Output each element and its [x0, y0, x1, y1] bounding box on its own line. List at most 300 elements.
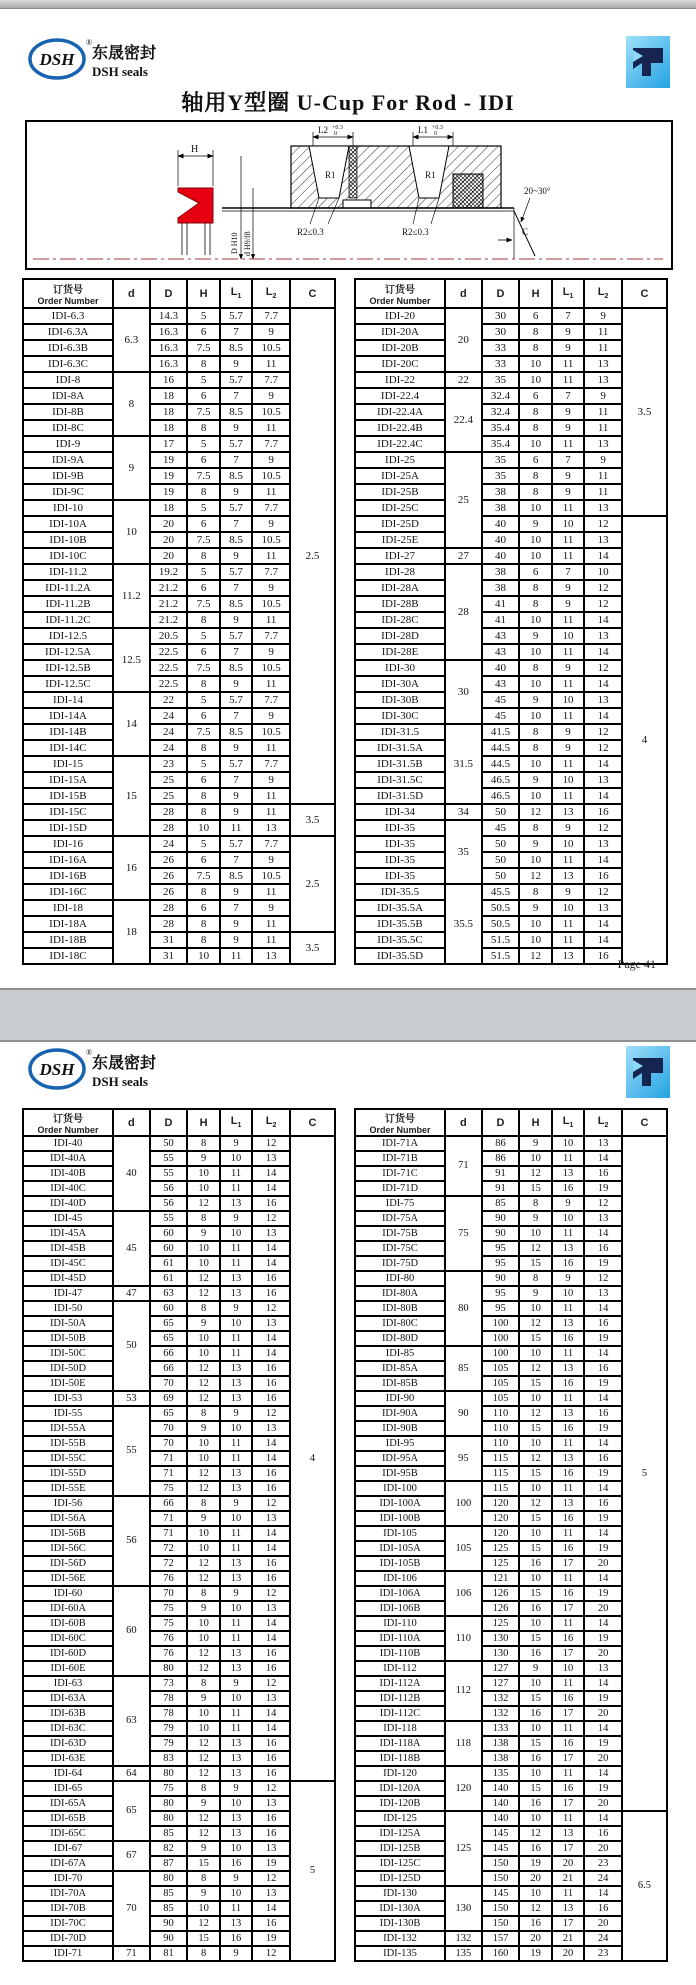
registered-mark-icon: ®	[86, 1048, 93, 1057]
r1-label-2: R1	[425, 170, 436, 180]
order-number-cell: IDI-18	[23, 900, 113, 916]
order-number-cell: IDI-112A	[355, 1676, 445, 1691]
order-number-cell: IDI-6.3B	[23, 340, 113, 356]
d-cell: 130	[445, 1886, 482, 1931]
table-row: IDI-31.5B 44.5 10 11 14	[355, 756, 667, 772]
order-number-cell: IDI-34	[355, 804, 445, 820]
order-number-cell: IDI-80	[355, 1271, 445, 1286]
table-row: IDI-12.5A 22.5 6 7 9	[23, 644, 335, 660]
d-cell: 90	[445, 1391, 482, 1436]
order-number-cell: IDI-75D	[355, 1256, 445, 1271]
order-number-cell: IDI-110B	[355, 1646, 445, 1661]
order-number-cell: IDI-15	[23, 756, 113, 772]
table-row: IDI-125B 145 16 17 20	[355, 1841, 667, 1856]
table-row: IDI-132 132 157 20 21 24	[355, 1931, 667, 1946]
table-row: IDI-28C 41 10 11 14	[355, 612, 667, 628]
table-p2-right	[354, 1108, 668, 1962]
d-cell: 118	[445, 1721, 482, 1766]
table-row: IDI-56C 72 10 11 14	[23, 1541, 335, 1556]
order-number-cell: IDI-31.5C	[355, 772, 445, 788]
order-number-cell: IDI-60E	[23, 1661, 113, 1676]
order-number-cell: IDI-70C	[23, 1916, 113, 1931]
table-row: IDI-110B 130 16 17 20	[355, 1646, 667, 1661]
order-number-cell: IDI-100B	[355, 1511, 445, 1526]
order-number-cell: IDI-9	[23, 436, 113, 452]
table-row: IDI-35 35 45 8 9 12	[355, 820, 667, 836]
d-cell: 22.4	[445, 388, 482, 452]
table-row: IDI-63B 78 10 11 14	[23, 1706, 335, 1721]
order-number-cell: IDI-130	[355, 1886, 445, 1901]
order-number-cell: IDI-75A	[355, 1211, 445, 1226]
order-number-cell: IDI-8	[23, 372, 113, 388]
table-row: IDI-31.5C 46.5 9 10 13	[355, 772, 667, 788]
l2-dim-label: L2	[318, 125, 328, 135]
order-number-cell: IDI-22.4	[355, 388, 445, 404]
order-number-cell: IDI-15B	[23, 788, 113, 804]
table-p1-left	[22, 278, 336, 965]
col-L1: $L_1$	[220, 279, 252, 308]
table-row: IDI-95B 115 15 16 19	[355, 1466, 667, 1481]
order-number-cell: IDI-6.3C	[23, 356, 113, 372]
table-row: IDI-85 85 100 10 11 14	[355, 1346, 667, 1361]
table-row: IDI-106A 126 15 16 19	[355, 1586, 667, 1601]
table-row: IDI-35.5B 50.5 10 11 14	[355, 916, 667, 932]
order-number-cell: IDI-112B	[355, 1691, 445, 1706]
order-number-cell: IDI-10	[23, 500, 113, 516]
table-row: IDI-105B 125 16 17 20	[355, 1556, 667, 1571]
order-number-cell: IDI-40A	[23, 1151, 113, 1166]
r2-label-2: R2≤0.3	[402, 227, 429, 237]
order-number-cell: IDI-118A	[355, 1736, 445, 1751]
col-C: C	[290, 279, 335, 308]
table-row: IDI-10 10 18 5 5.7 7.7	[23, 500, 335, 516]
table-row: IDI-75D 95 15 16 19	[355, 1256, 667, 1271]
d-cell: 12.5	[113, 628, 150, 692]
d-cell: 6.3	[113, 308, 150, 372]
table-row: IDI-28B 41 8 9 12	[355, 596, 667, 612]
order-number-cell: IDI-60B	[23, 1616, 113, 1631]
table-row: IDI-60B 75 10 11 14	[23, 1616, 335, 1631]
col-L2: $L_2$	[584, 279, 622, 308]
table-row: IDI-16B 26 7.5 8.5 10.5	[23, 868, 335, 884]
d-cell: 8	[113, 372, 150, 436]
table-row: IDI-6.3 6.3 14.3 5 5.7 7.7 2.5	[23, 308, 335, 324]
table-row: IDI-65A 80 9 10 13	[23, 1796, 335, 1811]
table-row: IDI-11.2 11.2 19.2 5 5.7 7.7	[23, 564, 335, 580]
table-p1-right	[354, 278, 668, 965]
table-row: IDI-6.3B 16.3 7.5 8.5 10.5	[23, 340, 335, 356]
table-row: IDI-35 50 12 13 16	[355, 868, 667, 884]
table-row: IDI-8B 18 7.5 8.5 10.5	[23, 404, 335, 420]
d-cell: 132	[445, 1931, 482, 1946]
table-row: IDI-63C 79 10 11 14	[23, 1721, 335, 1736]
col-D: D	[150, 279, 188, 308]
col-d: d	[445, 1109, 482, 1136]
d-cell: 135	[445, 1946, 482, 1961]
d-cell: 75	[445, 1196, 482, 1271]
table-row: IDI-9C 19 8 9 11	[23, 484, 335, 500]
order-number-cell: IDI-56A	[23, 1511, 113, 1526]
r1-label-1: R1	[325, 170, 336, 180]
d-cell: 56	[113, 1496, 150, 1586]
table-row: IDI-53 53 69 12 13 16	[23, 1391, 335, 1406]
table-row: IDI-100A 120 12 13 16	[355, 1496, 667, 1511]
logo-brand-text: DSH	[39, 1060, 75, 1079]
order-number-cell: IDI-125B	[355, 1841, 445, 1856]
table-row: IDI-118 118 133 10 11 14	[355, 1721, 667, 1736]
order-number-cell: IDI-28B	[355, 596, 445, 612]
logo-en-text: DSH seals	[92, 64, 148, 79]
table-row: IDI-35 50 9 10 13	[355, 836, 667, 852]
order-number-cell: IDI-110	[355, 1616, 445, 1631]
order-number-cell: IDI-55A	[23, 1421, 113, 1436]
svg-text:+0.3: +0.3	[432, 125, 443, 131]
chamfer-angle-label: 20~30°	[524, 186, 551, 196]
order-number-cell: IDI-31.5	[355, 724, 445, 740]
order-number-cell: IDI-20C	[355, 356, 445, 372]
page-number: Page 41	[617, 957, 656, 971]
table-row: IDI-11.2C 21.2 8 9 11	[23, 612, 335, 628]
order-number-cell: IDI-64	[23, 1766, 113, 1781]
table-row: IDI-112C 132 16 17 20	[355, 1706, 667, 1721]
order-number-cell: IDI-22.4A	[355, 404, 445, 420]
order-number-cell: IDI-65A	[23, 1796, 113, 1811]
order-number-cell: IDI-18B	[23, 932, 113, 948]
d-cell: 45	[113, 1211, 150, 1286]
table-row: IDI-40A 55 9 10 13	[23, 1151, 335, 1166]
order-number-cell: IDI-9C	[23, 484, 113, 500]
order-number-cell: IDI-14C	[23, 740, 113, 756]
order-number-cell: IDI-35.5	[355, 884, 445, 900]
table-row: IDI-80 80 90 8 9 12	[355, 1271, 667, 1286]
table-row: IDI-22.4 22.4 32.4 6 7 9	[355, 388, 667, 404]
table-row: IDI-35.5A 50.5 9 10 13	[355, 900, 667, 916]
order-number-cell: IDI-63E	[23, 1751, 113, 1766]
order-number-cell: IDI-112	[355, 1661, 445, 1676]
order-number-cell: IDI-10C	[23, 548, 113, 564]
table-row: IDI-130A 150 12 13 16	[355, 1901, 667, 1916]
order-number-cell: IDI-56	[23, 1496, 113, 1511]
d-cell: 50	[113, 1301, 150, 1391]
table-row: IDI-70 70 80 8 9 12	[23, 1871, 335, 1886]
table-row: IDI-56 56 66 8 9 12	[23, 1496, 335, 1511]
table-row: IDI-18B 31 8 9 11 3.5	[23, 932, 335, 948]
order-number-cell: IDI-28A	[355, 580, 445, 596]
table-row: IDI-120A 140 15 16 19	[355, 1781, 667, 1796]
c-cell: 6.5	[622, 1811, 667, 1961]
order-number-cell: IDI-15A	[23, 772, 113, 788]
order-number-cell: IDI-65B	[23, 1811, 113, 1826]
order-number-cell: IDI-80D	[355, 1331, 445, 1346]
table-row: IDI-55 55 65 8 9 12	[23, 1406, 335, 1421]
d-cell: 28	[445, 564, 482, 660]
order-number-cell: IDI-63D	[23, 1736, 113, 1751]
order-number-cell: IDI-71C	[355, 1166, 445, 1181]
seal-in-groove	[349, 146, 357, 198]
table-row: IDI-90 90 105 10 11 14	[355, 1391, 667, 1406]
table-row: IDI-40B 55 10 11 14	[23, 1166, 335, 1181]
table-row: IDI-67A 87 15 16 19	[23, 1856, 335, 1871]
table-row: IDI-90A 110 12 13 16	[355, 1406, 667, 1421]
header-row	[23, 1109, 335, 1136]
table-row: IDI-20A 30 8 9 11	[355, 324, 667, 340]
table-row: IDI-9B 19 7.5 8.5 10.5	[23, 468, 335, 484]
order-number-cell: IDI-35	[355, 820, 445, 836]
d-cell: 47	[113, 1286, 150, 1301]
order-number-cell: IDI-55C	[23, 1451, 113, 1466]
c-cell: 2.5	[290, 836, 335, 932]
order-number-cell: IDI-70	[23, 1871, 113, 1886]
order-number-cell: IDI-53	[23, 1391, 113, 1406]
table-row: IDI-40C 56 10 11 14	[23, 1181, 335, 1196]
order-number-cell: IDI-120A	[355, 1781, 445, 1796]
table-row: IDI-15C 28 8 9 11 3.5	[23, 804, 335, 820]
col-D: D	[482, 279, 520, 308]
order-number-cell: IDI-90B	[355, 1421, 445, 1436]
table-row: IDI-35.5C 51.5 10 11 14	[355, 932, 667, 948]
d-cell: 30	[445, 660, 482, 724]
col-d: d	[113, 279, 150, 308]
order-number-cell: IDI-14A	[23, 708, 113, 724]
order-number-cell: IDI-25D	[355, 516, 445, 532]
table-row: IDI-35.5D 51.5 12 13 16	[355, 948, 667, 964]
header-row	[355, 1109, 667, 1136]
header-row	[23, 279, 335, 308]
table-row: IDI-12.5B 22.5 7.5 8.5 10.5	[23, 660, 335, 676]
c-cell: 2.5	[290, 308, 335, 804]
order-number-cell: IDI-40D	[23, 1196, 113, 1211]
d-cell: 16	[113, 836, 150, 900]
col-C: C	[622, 1109, 667, 1136]
order-number-cell: IDI-80A	[355, 1286, 445, 1301]
u-cup-seal-section	[178, 188, 213, 223]
table-row: IDI-55E 75 12 13 16	[23, 1481, 335, 1496]
order-number-cell: IDI-85A	[355, 1361, 445, 1376]
order-number-cell: IDI-15C	[23, 804, 113, 820]
table-row: IDI-31.5A 44.5 8 9 12	[355, 740, 667, 756]
order-number-cell: IDI-118B	[355, 1751, 445, 1766]
table-row: IDI-125 125 140 10 11 14 6.5	[355, 1811, 667, 1826]
table-row: IDI-110A 130 15 16 19	[355, 1631, 667, 1646]
order-number-cell: IDI-28	[355, 564, 445, 580]
order-number-cell: IDI-50E	[23, 1376, 113, 1391]
logo-cn-text: 东晟密封	[92, 45, 157, 62]
table-row: IDI-8C 18 8 9 11	[23, 420, 335, 436]
seal-profile-icon	[626, 36, 670, 88]
order-number-cell: IDI-31.5A	[355, 740, 445, 756]
backup-ring-section	[453, 174, 483, 208]
d-cell: 95	[445, 1436, 482, 1481]
d-cell: 35	[445, 820, 482, 884]
installation-diagram	[25, 120, 673, 270]
order-number-cell: IDI-16A	[23, 852, 113, 868]
d-cell: 40	[113, 1136, 150, 1211]
table-row: IDI-9A 19 6 7 9	[23, 452, 335, 468]
table-row: IDI-45D 61 12 13 16	[23, 1271, 335, 1286]
table-row: IDI-106 106 121 10 11 14	[355, 1571, 667, 1586]
order-number-cell: IDI-28C	[355, 612, 445, 628]
logo-brand-text: DSH	[39, 50, 75, 69]
c-cell: 4	[622, 516, 667, 964]
d-cell: 65	[113, 1781, 150, 1841]
logo-cn-text: 东晟密封	[92, 1055, 157, 1072]
order-number-cell: IDI-12.5A	[23, 644, 113, 660]
order-number-cell: IDI-35.5A	[355, 900, 445, 916]
outer-dia-label: D H10	[230, 232, 239, 254]
order-number-cell: IDI-10B	[23, 532, 113, 548]
table-row: IDI-27 27 40 10 11 14	[355, 548, 667, 564]
order-number-cell: IDI-71A	[355, 1136, 445, 1151]
col-L2: $L_2$	[252, 279, 290, 308]
order-number-cell: IDI-132	[355, 1931, 445, 1946]
order-number-cell: IDI-31.5B	[355, 756, 445, 772]
table-row: IDI-56A 71 9 10 13	[23, 1511, 335, 1526]
c-cell: 3.5	[290, 932, 335, 964]
order-number-cell: IDI-30A	[355, 676, 445, 692]
table-row: IDI-65C 85 12 13 16	[23, 1826, 335, 1841]
table-row: IDI-63E 83 12 13 16	[23, 1751, 335, 1766]
table-row: IDI-40 40 50 8 9 12 4	[23, 1136, 335, 1151]
order-number-cell: IDI-100	[355, 1481, 445, 1496]
order-number-cell: IDI-95A	[355, 1451, 445, 1466]
order-number-cell: IDI-25E	[355, 532, 445, 548]
order-number-cell: IDI-85B	[355, 1376, 445, 1391]
order-number-cell: IDI-56C	[23, 1541, 113, 1556]
col-L1: $L_1$	[220, 1109, 252, 1136]
d-cell: 27	[445, 548, 482, 564]
table-row: IDI-28E 43 10 11 14	[355, 644, 667, 660]
order-number-cell: IDI-85	[355, 1346, 445, 1361]
order-number-cell: IDI-70B	[23, 1901, 113, 1916]
d-cell: 55	[113, 1406, 150, 1496]
order-number-cell: IDI-80C	[355, 1316, 445, 1331]
order-number-cell: IDI-67	[23, 1841, 113, 1856]
order-number-cell: IDI-50B	[23, 1331, 113, 1346]
table-row: IDI-100B 120 15 16 19	[355, 1511, 667, 1526]
table-row: IDI-30C 45 10 11 14	[355, 708, 667, 724]
table-row: IDI-55B 70 10 11 14	[23, 1436, 335, 1451]
order-number-cell: IDI-11.2A	[23, 580, 113, 596]
order-number-cell: IDI-60D	[23, 1646, 113, 1661]
order-number-cell: IDI-14	[23, 692, 113, 708]
order-number-cell: IDI-63A	[23, 1691, 113, 1706]
col-H: H	[187, 279, 219, 308]
col-D: D	[482, 1109, 520, 1136]
order-number-cell: IDI-30B	[355, 692, 445, 708]
table-row: IDI-80D 100 15 16 19	[355, 1331, 667, 1346]
d-cell: 22	[445, 372, 482, 388]
order-number-cell: IDI-63	[23, 1676, 113, 1691]
table-row: IDI-80B 95 10 11 14	[355, 1301, 667, 1316]
c-cell: 3.5	[622, 308, 667, 516]
d-cell: 18	[113, 900, 150, 964]
order-number-cell: IDI-22	[355, 372, 445, 388]
d-cell: 71	[113, 1946, 150, 1961]
table-row: IDI-70D 90 15 16 19	[23, 1931, 335, 1946]
order-number-cell: IDI-90	[355, 1391, 445, 1406]
order-number-cell: IDI-16C	[23, 884, 113, 900]
table-row: IDI-85B 105 15 16 19	[355, 1376, 667, 1391]
order-number-cell: IDI-55B	[23, 1436, 113, 1451]
col-C: C	[622, 279, 667, 308]
order-number-cell: IDI-63B	[23, 1706, 113, 1721]
window-top-bar	[0, 0, 696, 9]
order-number-cell: IDI-71	[23, 1946, 113, 1961]
table-row: IDI-106B 126 16 17 20	[355, 1601, 667, 1616]
table-row: IDI-25A 35 8 9 11	[355, 468, 667, 484]
table-row: IDI-65B 80 12 13 16	[23, 1811, 335, 1826]
d-cell: 120	[445, 1766, 482, 1811]
table-row: IDI-45C 61 10 11 14	[23, 1256, 335, 1271]
table-row: IDI-11.2B 21.2 7.5 8.5 10.5	[23, 596, 335, 612]
table-row: IDI-70C 90 12 13 16	[23, 1916, 335, 1931]
order-number-cell: IDI-130A	[355, 1901, 445, 1916]
order-number-cell: IDI-60A	[23, 1601, 113, 1616]
table-row: IDI-55D 71 12 13 16	[23, 1466, 335, 1481]
table-row: IDI-64 64 80 12 13 16	[23, 1766, 335, 1781]
order-number-cell: IDI-106A	[355, 1586, 445, 1601]
order-number-cell: IDI-35.5D	[355, 948, 445, 964]
order-number-cell: IDI-12.5C	[23, 676, 113, 692]
h-dim-label: H	[191, 144, 199, 155]
table-row: IDI-95A 115 12 13 16	[355, 1451, 667, 1466]
d-cell: 34	[445, 804, 482, 820]
table-row: IDI-63A 78 9 10 13	[23, 1691, 335, 1706]
order-number-cell: IDI-25B	[355, 484, 445, 500]
table-row: IDI-112 112 127 9 10 13	[355, 1661, 667, 1676]
order-number-cell: IDI-70A	[23, 1886, 113, 1901]
table-row: IDI-14A 24 6 7 9	[23, 708, 335, 724]
order-number-cell: IDI-125C	[355, 1856, 445, 1871]
order-number-cell: IDI-106B	[355, 1601, 445, 1616]
order-number-cell: IDI-6.3A	[23, 324, 113, 340]
d-cell: 14	[113, 692, 150, 756]
table-row: IDI-75C 95 12 13 16	[355, 1241, 667, 1256]
table-row: IDI-90B 110 15 16 19	[355, 1421, 667, 1436]
c-dim-label: C	[522, 227, 529, 237]
c-cell: 5	[290, 1781, 335, 1961]
order-number-cell: IDI-18C	[23, 948, 113, 964]
table-row: IDI-14 14 22 5 5.7 7.7	[23, 692, 335, 708]
order-number-cell: IDI-30	[355, 660, 445, 676]
order-number-cell: IDI-30C	[355, 708, 445, 724]
order-number-cell: IDI-50C	[23, 1346, 113, 1361]
order-number-cell: IDI-75B	[355, 1226, 445, 1241]
logo-en-text: DSH seals	[92, 1074, 148, 1089]
table-row: IDI-56D 72 12 13 16	[23, 1556, 335, 1571]
order-number-cell: IDI-8C	[23, 420, 113, 436]
order-number-cell: IDI-90A	[355, 1406, 445, 1421]
table-p2-left	[22, 1108, 336, 1962]
order-number-cell: IDI-55E	[23, 1481, 113, 1496]
table-row: IDI-30A 43 10 11 14	[355, 676, 667, 692]
c-cell: 4	[290, 1136, 335, 1781]
table-row: IDI-45B 60 10 11 14	[23, 1241, 335, 1256]
table-row: IDI-31.5D 46.5 10 11 14	[355, 788, 667, 804]
table-row: IDI-135 135 160 19 20 23	[355, 1946, 667, 1961]
table-row: IDI-50 50 60 8 9 12	[23, 1301, 335, 1316]
table-row: IDI-18A 28 8 9 11	[23, 916, 335, 932]
d-cell: 67	[113, 1841, 150, 1871]
d-cell: 60	[113, 1586, 150, 1676]
order-number-cell: IDI-120	[355, 1766, 445, 1781]
order-number-cell: IDI-112C	[355, 1706, 445, 1721]
table-row: IDI-31.5 31.5 41.5 8 9 12	[355, 724, 667, 740]
table-row: IDI-60D 76 12 13 16	[23, 1646, 335, 1661]
table-row: IDI-60A 75 9 10 13	[23, 1601, 335, 1616]
table-row: IDI-125C 150 19 20 23	[355, 1856, 667, 1871]
d-cell: 25	[445, 452, 482, 548]
